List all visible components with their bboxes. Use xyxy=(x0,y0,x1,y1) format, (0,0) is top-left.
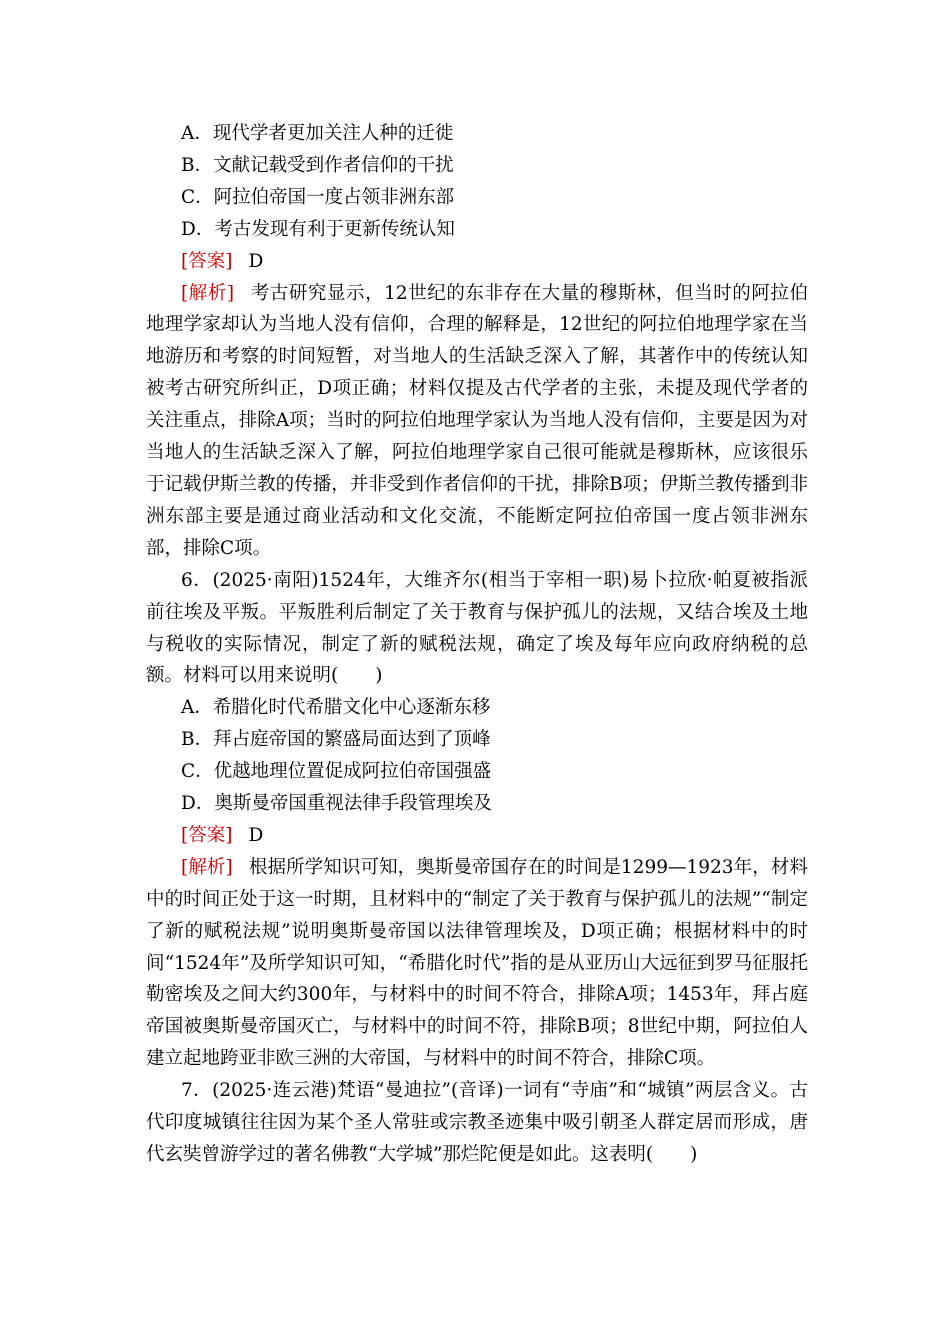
q6-explanation xyxy=(146,852,808,1075)
q6-option-d: D．奥斯曼帝国重视法律手段管理埃及 xyxy=(181,793,492,815)
q6-stem: 6．(2025·南阳)1524年，大维齐尔(相当于宰相一职)易卜拉欣·帕夏被指派前往埃及平叛。平叛胜利后制定了关于教育与保护孤儿的法规，又结合埃及土地与税收的实际情况，制定了新的赋税法规，确定了埃及每年应向政府纳税的总额。材料可以用来说明( ) xyxy=(146,569,808,687)
q5-option-b: B．文献记载受到作者信仰的干扰 xyxy=(181,154,454,176)
q5-option-a: A．现代学者更加关注人种的迁徙 xyxy=(181,123,454,144)
q6-explanation-label: [解析] xyxy=(181,856,233,878)
q5-option-c: C．阿拉伯帝国一度占领非洲东部 xyxy=(181,186,455,208)
q6-option-a: A．希腊化时代希腊文化中心逐渐东移 xyxy=(181,697,491,719)
q5-answer xyxy=(146,246,808,278)
q6-explanation-text: 根据所学知识可知，奥斯曼帝国存在的时间是1299—1923年，材料中的时间正处于这一时期，且材料中的“制定了关于教育与保护孤儿的法规”“制定了新的赋税法规”说明奥斯曼帝国以法律管理埃及，D项正确；根据材料中的时间“1524年”及所学知识可知，“希腊化时代”指的是从亚历山大远征到罗马征服托勒密埃及之间大约300年，与材料中的时间不符合，排除A项；1453年，拜占庭帝国被奥斯曼帝国灭亡，与材料中的时间不符，排除B项；8世纪中期，阿拉伯人建立起地跨亚非欧三洲的大帝国，与材料中的时间不符合，排除C项。 xyxy=(146,856,808,1070)
q5-answer-label: [答案] xyxy=(181,250,233,272)
q5-explanation-label: [解析] xyxy=(181,282,235,304)
q5-explanation xyxy=(146,278,808,565)
q5-explanation-text: 考古研究显示，12世纪的东非存在大量的穆斯林，但当时的阿拉伯地理学家却认为当地人没有信仰，合理的解释是，12世纪的阿拉伯地理学家在当地游历和考察的时间短暂，对当地人的生活缺乏深入了解，其著作中的传统认知被考古研究所纠正，D项正确；材料仅提及古代学者的主张，未提及现代学者的关注重点，排除A项；当时的阿拉伯地理学家认为当地人没有信仰，主要是因为对当地人的生活缺乏深入了解，阿拉伯地理学家自己很可能就是穆斯林，应该很乐于记载伊斯兰教的传播，并非受到作者信仰的干扰，排除B项；伊斯兰教传播到非洲东部主要是通过商业活动和文化交流，不能断定阿拉伯帝国一度占领非洲东部，排除C项。 xyxy=(146,282,808,559)
q5-option-d: D．考古发现有利于更新传统认知 xyxy=(181,218,455,240)
document-content xyxy=(146,118,808,1171)
q6-option-b: B．拜占庭帝国的繁盛局面达到了顶峰 xyxy=(181,729,491,751)
q6-answer-label: [答案] xyxy=(181,824,233,846)
q5-answer-value: D xyxy=(248,250,264,272)
q6-answer xyxy=(146,820,808,852)
q6-option-c: C．优越地理位置促成阿拉伯帝国强盛 xyxy=(181,761,492,783)
q6-answer-value: D xyxy=(248,824,264,846)
q7-stem: 7．(2025·连云港)梵语“曼迪拉”(音译)一词有“寺庙”和“城镇”两层含义。古代印度城镇往往因为某个圣人常驻或宗教圣迹集中吸引朝圣人群定居而形成，唐代玄奘曾游学过的著名佛教“大学城”那烂陀便是如此。这表明( ) xyxy=(146,1080,808,1165)
